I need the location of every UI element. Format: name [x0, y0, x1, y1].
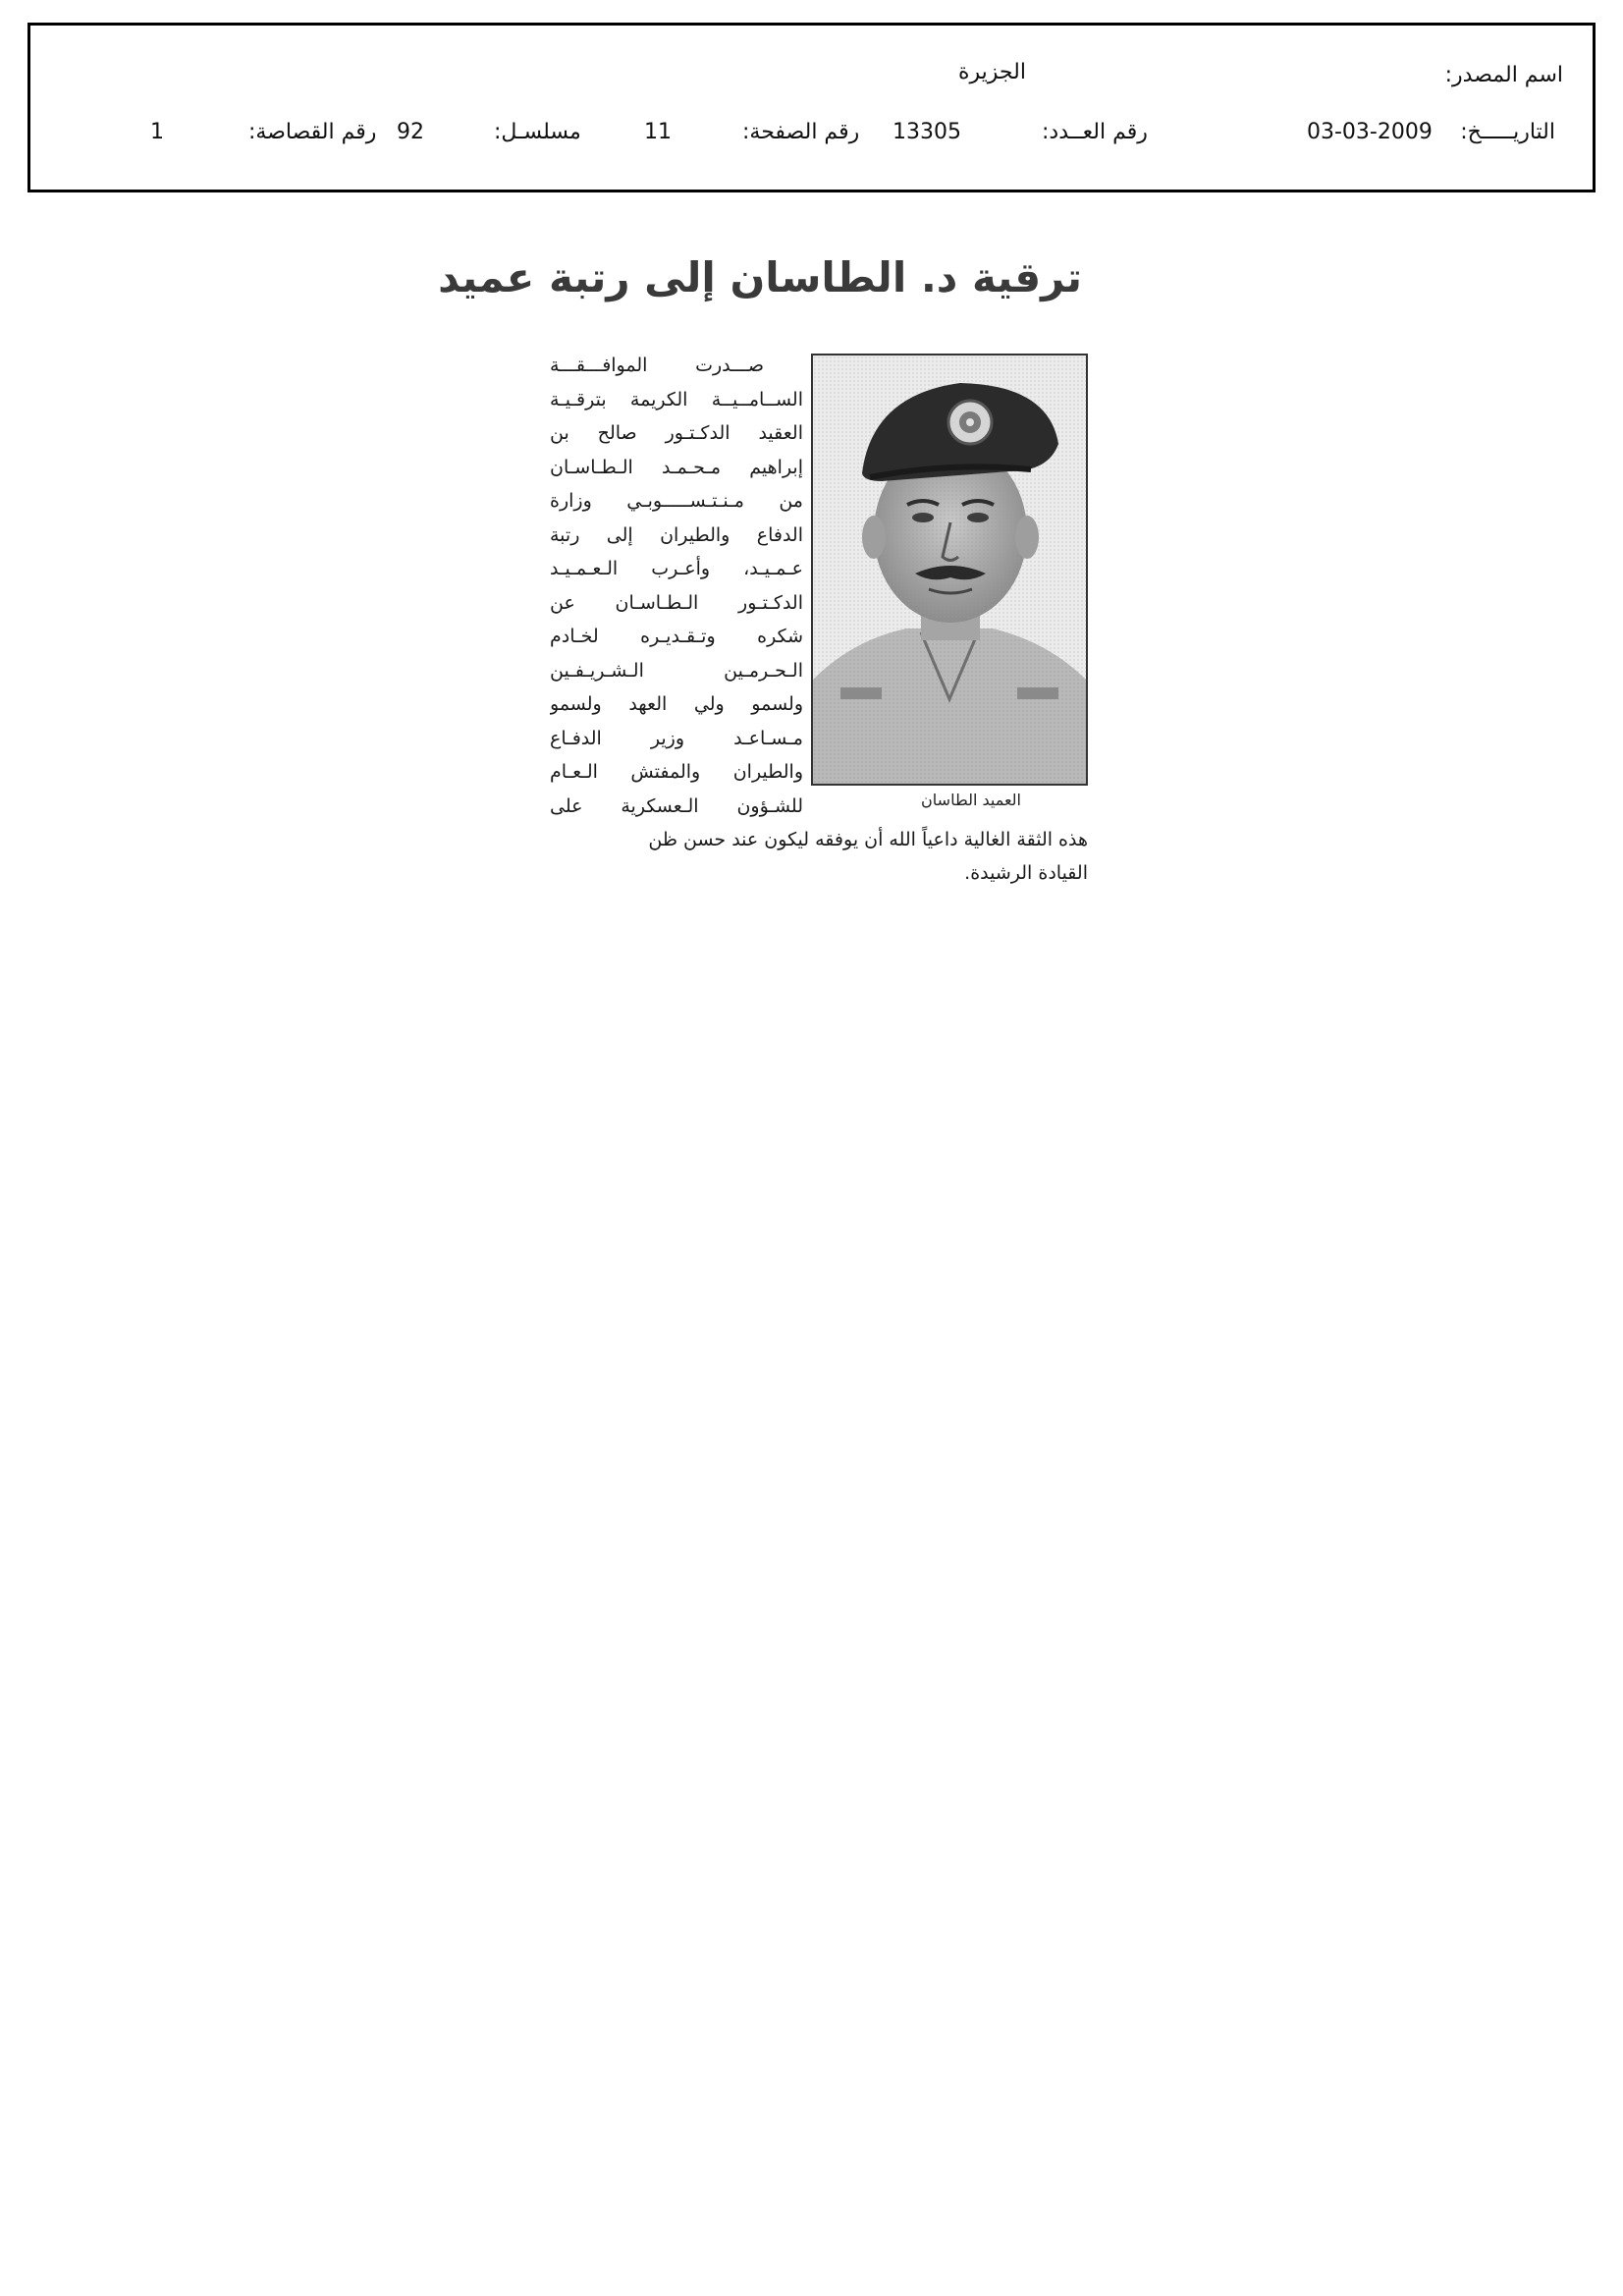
clipping-metadata-box: [27, 23, 1596, 192]
article-headline: ترقية د. الطاسان إلى رتبة عميد: [438, 253, 1082, 301]
clip-value: 1: [150, 120, 164, 144]
article-line: صـــدرت الموافـــقـــة: [550, 355, 764, 376]
article-line: الدكـتـور الـطـاسـان عن: [550, 591, 803, 614]
source-value: الجزيرة: [958, 60, 1026, 84]
article-line: الســامــيــة الكريمة بترقـيـة: [550, 388, 803, 410]
article-line: ولسمو ولي العهد ولسمو: [550, 693, 803, 715]
article-line: والطيران والمفتش الـعـام: [550, 761, 803, 783]
date-value: 03-03-2009: [1307, 120, 1433, 144]
article-line: من مـنـتـســـــوبـي وزارة: [550, 490, 803, 512]
article-line: العقيد الدكـتـور صالح بن: [550, 422, 803, 444]
article-line: الدفاع والطيران إلى رتبة: [550, 523, 803, 546]
article-body: [550, 349, 1088, 894]
clip-label: رقم القصاصة:: [248, 120, 377, 144]
page-value: 11: [644, 120, 672, 144]
portrait-photo: [811, 354, 1088, 786]
serial-label: مسلسـل:: [494, 120, 581, 144]
issue-label: رقم العــدد:: [1042, 120, 1148, 144]
source-label: اسم المصدر:: [1444, 63, 1563, 87]
article-line: الـحـرمـين الـشـريـفـين: [550, 659, 803, 682]
article-line: عـمـيـد، وأعـرب الـعـمـيـد: [550, 558, 803, 579]
article-column-text: [550, 349, 803, 823]
page-label: رقم الصفحة:: [742, 120, 860, 144]
article-line: إبراهيم مـحـمـد الـطـاسـان: [550, 456, 803, 478]
issue-value: 13305: [893, 120, 961, 144]
article-line: للشـؤون الـعسكرية على: [550, 794, 803, 817]
serial-value: 92: [397, 120, 424, 144]
article-line: القيادة الرشيدة.: [964, 862, 1088, 884]
photo-caption: العميد الطاسان: [921, 791, 1021, 809]
article-full-width-text: [550, 823, 1088, 890]
article-line: هذه الثقة الغالية داعياً الله أن يوفقه ليكون عند حسن ظن: [648, 829, 1088, 850]
article-line: شكره وتـقـديـره لخـادم: [550, 626, 803, 647]
article-line: مـسـاعـد وزير الدفـاع: [550, 727, 803, 749]
portrait-image: [813, 355, 1086, 784]
date-label: التاريـــــخ:: [1460, 120, 1555, 144]
